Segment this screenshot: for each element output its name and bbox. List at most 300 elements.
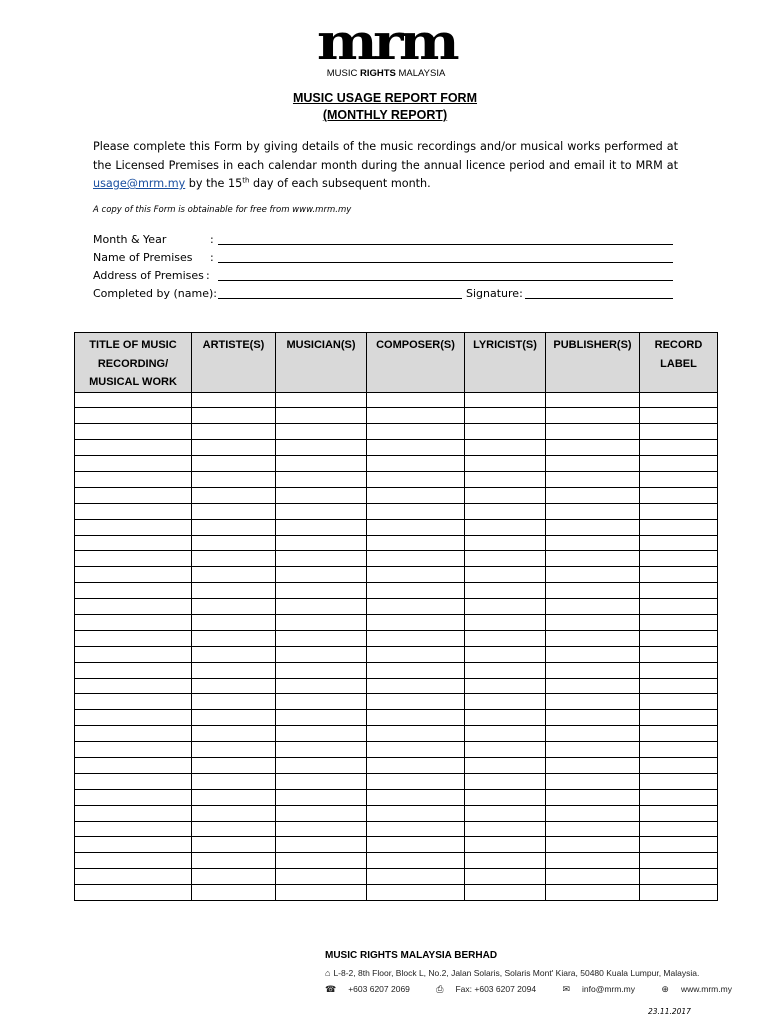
table-cell[interactable] bbox=[465, 424, 546, 440]
table-cell[interactable] bbox=[546, 408, 640, 424]
address-text: L-8-2, 8th Floor, Block L, No.2, Jalan Solaris, Solaris Mont' Kiara, 50480 Kuala Lumpur, Malaysia. bbox=[333, 968, 700, 978]
table-cell[interactable] bbox=[640, 662, 718, 678]
table-cell[interactable] bbox=[276, 869, 367, 885]
table-cell[interactable] bbox=[276, 678, 367, 694]
footer-company: MUSIC RIGHTS MALAYSIA BERHAD bbox=[325, 950, 498, 961]
mail-icon: ✉ bbox=[562, 984, 570, 994]
table-cell[interactable] bbox=[546, 837, 640, 853]
table-cell[interactable] bbox=[465, 853, 546, 869]
table-cell[interactable] bbox=[75, 599, 192, 615]
logo-mark: mrm bbox=[316, 12, 456, 71]
table-cell[interactable] bbox=[192, 662, 276, 678]
table-cell[interactable] bbox=[640, 853, 718, 869]
table-cell[interactable] bbox=[367, 408, 465, 424]
table-row bbox=[75, 503, 718, 519]
table-cell[interactable] bbox=[640, 821, 718, 837]
field-label: Completed by (name): bbox=[93, 287, 217, 300]
logo-tagline bbox=[296, 68, 476, 80]
table-cell[interactable] bbox=[546, 551, 640, 567]
table-cell[interactable] bbox=[75, 678, 192, 694]
table-cell[interactable] bbox=[192, 583, 276, 599]
table-cell[interactable] bbox=[276, 742, 367, 758]
table-cell[interactable] bbox=[75, 440, 192, 456]
table-cell[interactable] bbox=[640, 599, 718, 615]
table-cell[interactable] bbox=[276, 853, 367, 869]
field-label: Name of Premises bbox=[93, 251, 193, 264]
table-cell[interactable] bbox=[367, 567, 465, 583]
table-header-row bbox=[75, 333, 718, 393]
availability-note: A copy of this Form is obtainable for free from www.mrm.my bbox=[93, 205, 352, 215]
table-cell[interactable] bbox=[465, 519, 546, 535]
table-cell[interactable] bbox=[75, 885, 192, 901]
table-cell[interactable] bbox=[276, 519, 367, 535]
table-cell[interactable] bbox=[546, 440, 640, 456]
table-cell[interactable] bbox=[546, 885, 640, 901]
table-cell[interactable] bbox=[75, 408, 192, 424]
table-cell[interactable] bbox=[276, 408, 367, 424]
table-row bbox=[75, 408, 718, 424]
table-row bbox=[75, 789, 718, 805]
table-cell[interactable] bbox=[546, 694, 640, 710]
table-cell[interactable] bbox=[276, 599, 367, 615]
table-cell[interactable] bbox=[546, 456, 640, 472]
table-cell[interactable] bbox=[640, 646, 718, 662]
table-cell[interactable] bbox=[75, 742, 192, 758]
table-cell[interactable] bbox=[276, 487, 367, 503]
web-text[interactable]: www.mrm.my bbox=[680, 984, 732, 994]
table-cell[interactable] bbox=[640, 885, 718, 901]
table-row bbox=[75, 614, 718, 630]
table-cell[interactable] bbox=[640, 567, 718, 583]
table-row bbox=[75, 567, 718, 583]
table-cell[interactable] bbox=[465, 456, 546, 472]
table-cell[interactable] bbox=[276, 662, 367, 678]
table-cell[interactable] bbox=[192, 440, 276, 456]
table-cell[interactable] bbox=[546, 487, 640, 503]
table-cell[interactable] bbox=[367, 869, 465, 885]
footer-contacts bbox=[325, 984, 756, 995]
table-cell[interactable] bbox=[546, 742, 640, 758]
table-cell[interactable] bbox=[75, 456, 192, 472]
table-cell[interactable] bbox=[465, 773, 546, 789]
table-cell[interactable] bbox=[367, 853, 465, 869]
table-cell[interactable] bbox=[367, 662, 465, 678]
table-cell[interactable] bbox=[367, 710, 465, 726]
table-cell[interactable] bbox=[546, 614, 640, 630]
form-date: 23.11.2017 bbox=[648, 1007, 691, 1016]
table-cell[interactable] bbox=[465, 583, 546, 599]
table-cell[interactable] bbox=[640, 678, 718, 694]
table-cell[interactable] bbox=[640, 519, 718, 535]
table-cell[interactable] bbox=[465, 757, 546, 773]
table-cell[interactable] bbox=[465, 869, 546, 885]
table-cell[interactable] bbox=[367, 583, 465, 599]
field-label: Address of Premises bbox=[93, 269, 204, 282]
table-cell[interactable] bbox=[640, 742, 718, 758]
table-row bbox=[75, 710, 718, 726]
table-cell[interactable] bbox=[367, 440, 465, 456]
table-cell[interactable] bbox=[75, 630, 192, 646]
table-cell[interactable] bbox=[75, 789, 192, 805]
table-cell[interactable] bbox=[640, 535, 718, 551]
location-icon: ⌂ bbox=[325, 968, 331, 978]
table-cell[interactable] bbox=[367, 535, 465, 551]
table-cell[interactable] bbox=[546, 567, 640, 583]
table-cell[interactable] bbox=[276, 694, 367, 710]
field-colon: : bbox=[210, 233, 214, 246]
table-cell[interactable] bbox=[75, 503, 192, 519]
table-cell[interactable] bbox=[367, 821, 465, 837]
table-cell[interactable] bbox=[367, 837, 465, 853]
table-cell[interactable] bbox=[192, 408, 276, 424]
table-row bbox=[75, 726, 718, 742]
table-cell[interactable] bbox=[276, 710, 367, 726]
table-cell[interactable] bbox=[465, 805, 546, 821]
table-cell[interactable] bbox=[276, 456, 367, 472]
table-cell[interactable] bbox=[75, 662, 192, 678]
table-cell[interactable] bbox=[546, 726, 640, 742]
table-row bbox=[75, 392, 718, 408]
table-cell[interactable] bbox=[192, 614, 276, 630]
table-cell[interactable] bbox=[546, 821, 640, 837]
table-cell[interactable] bbox=[276, 789, 367, 805]
table-cell[interactable] bbox=[276, 424, 367, 440]
table-cell[interactable] bbox=[192, 773, 276, 789]
table-cell[interactable] bbox=[75, 567, 192, 583]
form-subtitle: (MONTHLY REPORT) bbox=[322, 108, 448, 122]
table-cell[interactable] bbox=[465, 885, 546, 901]
table-row bbox=[75, 551, 718, 567]
table-cell[interactable] bbox=[465, 440, 546, 456]
table-row bbox=[75, 885, 718, 901]
table-cell[interactable] bbox=[192, 837, 276, 853]
table-cell[interactable] bbox=[465, 503, 546, 519]
table-cell[interactable] bbox=[465, 567, 546, 583]
table-body bbox=[75, 392, 718, 901]
table-cell[interactable] bbox=[465, 678, 546, 694]
table-cell[interactable] bbox=[465, 599, 546, 615]
table-cell[interactable] bbox=[75, 535, 192, 551]
table-cell[interactable] bbox=[367, 614, 465, 630]
table-cell[interactable] bbox=[75, 710, 192, 726]
table-cell[interactable] bbox=[276, 503, 367, 519]
table-cell[interactable] bbox=[367, 630, 465, 646]
table-cell[interactable] bbox=[75, 853, 192, 869]
table-cell[interactable] bbox=[276, 885, 367, 901]
table-cell[interactable] bbox=[192, 726, 276, 742]
tel-item bbox=[325, 984, 422, 994]
table-cell[interactable] bbox=[192, 519, 276, 535]
table-cell[interactable] bbox=[367, 885, 465, 901]
table-cell[interactable] bbox=[367, 392, 465, 408]
table-cell[interactable] bbox=[546, 678, 640, 694]
table-cell[interactable] bbox=[640, 837, 718, 853]
table-cell[interactable] bbox=[546, 424, 640, 440]
table-row bbox=[75, 742, 718, 758]
table-cell[interactable] bbox=[546, 471, 640, 487]
globe-icon: ⊕ bbox=[661, 984, 669, 994]
table-cell[interactable] bbox=[192, 821, 276, 837]
table-cell[interactable] bbox=[546, 869, 640, 885]
table-cell[interactable] bbox=[546, 630, 640, 646]
table-cell[interactable] bbox=[276, 773, 367, 789]
table-row bbox=[75, 821, 718, 837]
table-cell[interactable] bbox=[640, 773, 718, 789]
table-cell[interactable] bbox=[367, 742, 465, 758]
table-cell[interactable] bbox=[546, 805, 640, 821]
web-item bbox=[661, 984, 744, 994]
table-row bbox=[75, 471, 718, 487]
table-cell[interactable] bbox=[367, 599, 465, 615]
table-cell[interactable] bbox=[276, 471, 367, 487]
table-cell[interactable] bbox=[465, 614, 546, 630]
table-cell[interactable] bbox=[276, 614, 367, 630]
table-row bbox=[75, 773, 718, 789]
table-cell[interactable] bbox=[192, 630, 276, 646]
table-cell[interactable] bbox=[75, 773, 192, 789]
table-row bbox=[75, 487, 718, 503]
table-cell[interactable] bbox=[640, 456, 718, 472]
table-cell[interactable] bbox=[546, 662, 640, 678]
table-cell[interactable] bbox=[367, 503, 465, 519]
completed-by-line[interactable] bbox=[218, 298, 462, 299]
table-cell[interactable] bbox=[640, 424, 718, 440]
table-cell[interactable] bbox=[276, 551, 367, 567]
table-cell[interactable] bbox=[192, 694, 276, 710]
table-cell[interactable] bbox=[276, 440, 367, 456]
email-text[interactable]: info@mrm.my bbox=[582, 984, 636, 994]
fax-icon: ⎙ bbox=[436, 984, 444, 994]
table-cell[interactable] bbox=[465, 726, 546, 742]
table-cell[interactable] bbox=[192, 599, 276, 615]
table-cell[interactable] bbox=[276, 535, 367, 551]
table-cell[interactable] bbox=[192, 757, 276, 773]
table-cell[interactable] bbox=[75, 424, 192, 440]
field-colon: : bbox=[206, 269, 210, 282]
table-cell[interactable] bbox=[192, 678, 276, 694]
field-colon: : bbox=[210, 251, 214, 264]
tel-text: +603 6207 2069 bbox=[348, 984, 410, 994]
table-cell[interactable] bbox=[640, 614, 718, 630]
table-cell[interactable] bbox=[192, 535, 276, 551]
table-cell[interactable] bbox=[75, 471, 192, 487]
fax-item bbox=[436, 984, 548, 994]
table-cell[interactable] bbox=[75, 805, 192, 821]
table-cell[interactable] bbox=[640, 757, 718, 773]
signature-line[interactable] bbox=[525, 298, 673, 299]
table-cell[interactable] bbox=[465, 408, 546, 424]
table-cell[interactable] bbox=[367, 789, 465, 805]
table-cell[interactable] bbox=[465, 742, 546, 758]
table-cell[interactable] bbox=[465, 551, 546, 567]
col-publisher: PUBLISHER(S) bbox=[546, 333, 640, 393]
table-row bbox=[75, 757, 718, 773]
table-cell[interactable] bbox=[640, 630, 718, 646]
email-link[interactable]: usage@mrm.my bbox=[93, 177, 186, 190]
table-cell[interactable] bbox=[192, 805, 276, 821]
table-cell[interactable] bbox=[546, 599, 640, 615]
email-item bbox=[562, 984, 647, 994]
table-cell[interactable] bbox=[367, 471, 465, 487]
address-line[interactable] bbox=[218, 280, 673, 281]
table-row bbox=[75, 599, 718, 615]
col-musician: MUSICIAN(S) bbox=[276, 333, 367, 393]
table-cell[interactable] bbox=[367, 646, 465, 662]
table-cell[interactable] bbox=[276, 392, 367, 408]
table-cell[interactable] bbox=[546, 789, 640, 805]
col-lyricist: LYRICIST(S) bbox=[465, 333, 546, 393]
table-cell[interactable] bbox=[465, 662, 546, 678]
table-cell[interactable] bbox=[75, 392, 192, 408]
table-cell[interactable] bbox=[367, 551, 465, 567]
table-cell[interactable] bbox=[367, 726, 465, 742]
table-cell[interactable] bbox=[465, 646, 546, 662]
table-cell[interactable] bbox=[465, 789, 546, 805]
table-cell[interactable] bbox=[192, 503, 276, 519]
table-cell[interactable] bbox=[546, 773, 640, 789]
table-cell[interactable] bbox=[75, 519, 192, 535]
table-cell[interactable] bbox=[640, 805, 718, 821]
intro-text: Please complete this Form by giving details of the music recordings and/or musical works performed at the Licensed Premises in each calendar month during the annual licence period and email it to MRM at bbox=[93, 140, 678, 172]
table-cell[interactable] bbox=[192, 551, 276, 567]
form-title: MUSIC USAGE REPORT FORM bbox=[292, 91, 478, 105]
table-cell[interactable] bbox=[640, 471, 718, 487]
table-cell[interactable] bbox=[192, 456, 276, 472]
table-cell[interactable] bbox=[192, 869, 276, 885]
table-cell[interactable] bbox=[192, 742, 276, 758]
table-cell[interactable] bbox=[367, 694, 465, 710]
col-composer: COMPOSER(S) bbox=[367, 333, 465, 393]
table-cell[interactable] bbox=[276, 630, 367, 646]
fax-text: Fax: +603 6207 2094 bbox=[455, 984, 537, 994]
col-artiste: ARTISTE(S) bbox=[192, 333, 276, 393]
table-cell[interactable] bbox=[192, 789, 276, 805]
table-cell[interactable] bbox=[546, 757, 640, 773]
table-cell[interactable] bbox=[367, 757, 465, 773]
table-cell[interactable] bbox=[546, 853, 640, 869]
field-label: Month & Year bbox=[93, 233, 167, 246]
table-cell[interactable] bbox=[640, 487, 718, 503]
table-cell[interactable] bbox=[465, 471, 546, 487]
table-cell[interactable] bbox=[276, 567, 367, 583]
table-cell[interactable] bbox=[75, 487, 192, 503]
table-cell[interactable] bbox=[465, 630, 546, 646]
table-cell[interactable] bbox=[75, 821, 192, 837]
table-cell[interactable] bbox=[75, 583, 192, 599]
table-cell[interactable] bbox=[546, 583, 640, 599]
table-cell[interactable] bbox=[546, 392, 640, 408]
col-title: TITLE OF MUSIC RECORDING/ MUSICAL WORK bbox=[75, 333, 192, 393]
month-year-line[interactable] bbox=[218, 244, 673, 245]
intro-paragraph bbox=[93, 138, 678, 194]
table-cell[interactable] bbox=[75, 551, 192, 567]
table-cell[interactable] bbox=[640, 726, 718, 742]
table-cell[interactable] bbox=[367, 773, 465, 789]
table-cell[interactable] bbox=[465, 837, 546, 853]
table-cell[interactable] bbox=[367, 456, 465, 472]
table-cell[interactable] bbox=[465, 392, 546, 408]
intro-text-2: by the 15 bbox=[185, 177, 243, 190]
table-row bbox=[75, 583, 718, 599]
table-cell[interactable] bbox=[640, 392, 718, 408]
table-cell[interactable] bbox=[75, 757, 192, 773]
table-cell[interactable] bbox=[640, 789, 718, 805]
table-cell[interactable] bbox=[192, 567, 276, 583]
table-cell[interactable] bbox=[640, 503, 718, 519]
table-row bbox=[75, 694, 718, 710]
table-cell[interactable] bbox=[192, 392, 276, 408]
table-cell[interactable] bbox=[276, 837, 367, 853]
table-cell[interactable] bbox=[640, 408, 718, 424]
table-cell[interactable] bbox=[192, 487, 276, 503]
table-cell[interactable] bbox=[465, 535, 546, 551]
table-cell[interactable] bbox=[276, 646, 367, 662]
table-cell[interactable] bbox=[546, 710, 640, 726]
table-cell[interactable] bbox=[75, 646, 192, 662]
table-cell[interactable] bbox=[192, 885, 276, 901]
table-cell[interactable] bbox=[465, 710, 546, 726]
table-cell[interactable] bbox=[276, 726, 367, 742]
usage-report-table bbox=[74, 332, 718, 901]
table-cell[interactable] bbox=[75, 869, 192, 885]
table-row bbox=[75, 440, 718, 456]
logo-tag-3: MALAYSIA bbox=[395, 68, 446, 79]
table-cell[interactable] bbox=[367, 519, 465, 535]
table-cell[interactable] bbox=[640, 551, 718, 567]
table-row bbox=[75, 837, 718, 853]
phone-icon: ☎ bbox=[325, 984, 337, 994]
table-cell[interactable] bbox=[640, 710, 718, 726]
table-cell[interactable] bbox=[367, 805, 465, 821]
table-cell[interactable] bbox=[640, 694, 718, 710]
table-cell[interactable] bbox=[465, 694, 546, 710]
table-cell[interactable] bbox=[192, 424, 276, 440]
table-cell[interactable] bbox=[546, 519, 640, 535]
table-cell[interactable] bbox=[640, 440, 718, 456]
intro-text-3: day of each subsequent month. bbox=[249, 177, 431, 190]
table-row bbox=[75, 662, 718, 678]
table-cell[interactable] bbox=[367, 678, 465, 694]
table-cell[interactable] bbox=[276, 757, 367, 773]
table-cell[interactable] bbox=[192, 646, 276, 662]
intro-sup: th bbox=[242, 176, 250, 185]
table-cell[interactable] bbox=[75, 837, 192, 853]
table-cell[interactable] bbox=[546, 503, 640, 519]
logo-tag-2: RIGHTS bbox=[359, 68, 396, 79]
table-row bbox=[75, 869, 718, 885]
table-cell[interactable] bbox=[276, 583, 367, 599]
table-cell[interactable] bbox=[465, 821, 546, 837]
table-cell[interactable] bbox=[276, 805, 367, 821]
table-cell[interactable] bbox=[546, 535, 640, 551]
table-cell[interactable] bbox=[192, 710, 276, 726]
table-cell[interactable] bbox=[546, 646, 640, 662]
table-cell[interactable] bbox=[75, 694, 192, 710]
table-cell[interactable] bbox=[640, 869, 718, 885]
table-cell[interactable] bbox=[75, 614, 192, 630]
table-cell[interactable] bbox=[75, 726, 192, 742]
table-cell[interactable] bbox=[465, 487, 546, 503]
premises-line[interactable] bbox=[218, 262, 673, 263]
table-cell[interactable] bbox=[367, 487, 465, 503]
table-row bbox=[75, 456, 718, 472]
table-cell[interactable] bbox=[192, 471, 276, 487]
table-cell[interactable] bbox=[367, 424, 465, 440]
table-cell[interactable] bbox=[192, 853, 276, 869]
signature-label: Signature: bbox=[466, 287, 523, 300]
table-cell[interactable] bbox=[640, 583, 718, 599]
table-cell[interactable] bbox=[276, 821, 367, 837]
